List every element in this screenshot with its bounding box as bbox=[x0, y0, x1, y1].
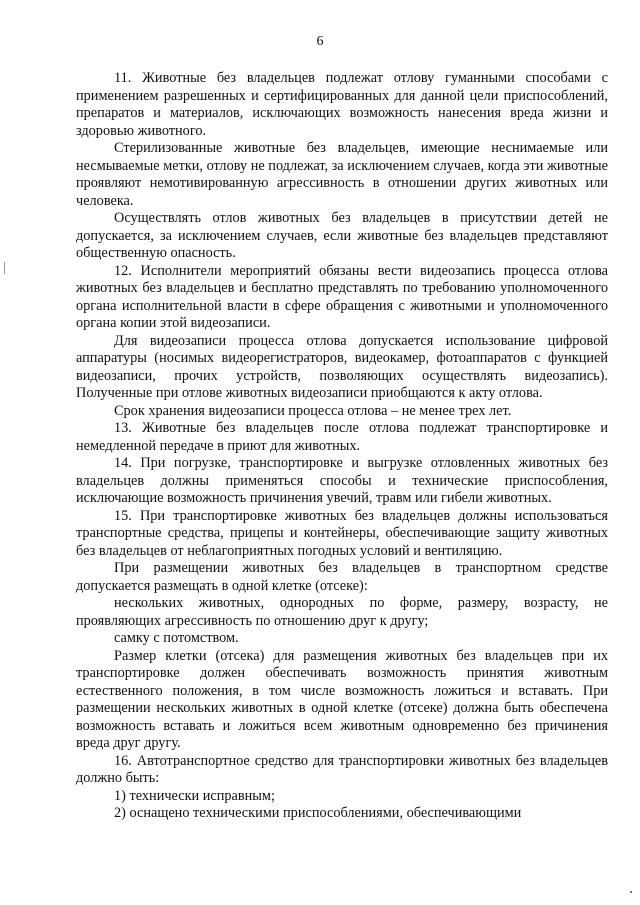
paragraph-placement: При размещении животных без владельцев в транспортном средстве допускается размещать в одной клетке (отсеке): bbox=[76, 560, 608, 594]
paragraph-15: 15. При транспортировке животных без владельцев должны использоваться транспортные средства, прицепы и контейнеры, обеспечивающие защиту животных без владельцев от неблагоприятных погодных условий и вентиляцию. bbox=[76, 507, 608, 559]
paragraph-children: Осуществлять отлов животных без владельцев в присутствии детей не допускается, за исключением случаев, если животные без владельцев представляют общественную опасность. bbox=[76, 210, 608, 261]
list-item-1: 1) технически исправным; bbox=[114, 787, 275, 804]
paragraph-13: 13. Животные без владельцев после отлова подлежат транспортировке и немедленной передаче в приют для животных. bbox=[76, 420, 608, 454]
paragraph-14: 14. При погрузке, транспортировке и выгрузке отловленных животных без владельцев должны применяться способы и технические приспособления, исключающие возможность причинения увечий, травм или гибели животных. bbox=[76, 455, 608, 506]
document-body bbox=[76, 70, 608, 823]
paragraph-sterilized: Стерилизованные животные без владельцев, имеющие неснимаемые или несмываемые метки, отлову не подлежат, за исключением случаев, когда эти животные проявляют немотивированную агрессивность в отношении других животных или человека. bbox=[76, 140, 608, 209]
paragraph-16: 16. Автотранспортное средство для транспортировки животных без владельцев должно быть: bbox=[76, 752, 608, 786]
paragraph-several-animals: нескольких животных, однородных по форме, размеру, возрасту, не проявляющих агрессивность по отношению друг к другу; bbox=[76, 595, 608, 629]
list-item-2: 2) оснащено техническими приспособлениями, обеспечивающими bbox=[114, 805, 522, 821]
margin-mark bbox=[4, 262, 5, 274]
page-number: 6 bbox=[316, 34, 324, 49]
paragraph-female-offspring: самку с потомством. bbox=[114, 630, 239, 646]
paragraph-11: 11. Животные без владельцев подлежат отлову гуманными способами с применением разрешенных и сертифицированных для данной цели приспособлений, препаратов и материалов, исключающих возможность нанесения вреда жизни и здоровью животного. bbox=[76, 70, 608, 139]
scan-artifact bbox=[630, 891, 632, 893]
paragraph-video-equipment: Для видеозаписи процесса отлова допускается использование цифровой аппаратуры (носимых видеорегистраторов, видеокамер, фотоаппаратов с функцией видеозаписи, прочих устройств, позволяющих осуществлять видеозапись). Полученные при отлове животных видеозаписи приобщаются к акту отлова. bbox=[76, 332, 608, 401]
paragraph-storage-term: Срок хранения видеозаписи процесса отлова – не менее трех лет. bbox=[114, 402, 512, 419]
paragraph-12: 12. Исполнители мероприятий обязаны вести видеозапись процесса отлова животных без владельцев и бесплатно представлять по требованию уполномоченного органа исполнительной власти в сфере обращения с животными и уполномоченного органа копии этой видеозаписи. bbox=[76, 262, 608, 331]
paragraph-cage-size: Размер клетки (отсека) для размещения животных без владельцев при их транспортировке должен обеспечивать возможность принятия животным естественного положения, в том числе возможность ложиться и вставать. При размещении нескольких животных в одной клетке (отсеке) должна быть обеспечена возможность вставать и ложиться всем животным одновременно без причинения вреда друг другу. bbox=[76, 647, 608, 751]
